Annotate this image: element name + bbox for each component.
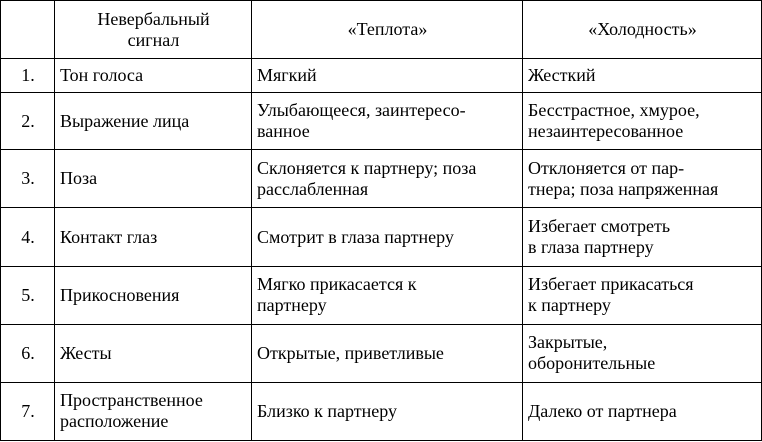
table-row	[1, 59, 762, 93]
row-warmth: Открытые, приветливые	[252, 324, 523, 382]
table-header-row	[1, 1, 762, 59]
table-row	[1, 93, 762, 150]
row-coldness: Закрытые, оборонительные	[523, 324, 762, 382]
row-number: 3.	[1, 150, 55, 208]
row-warmth: Близко к партнеру	[252, 382, 523, 440]
table-row	[1, 150, 762, 208]
row-coldness: Избегает смотреть в глаза партнеру	[523, 208, 762, 266]
row-number: 5.	[1, 266, 55, 324]
row-signal: Поза	[55, 150, 252, 208]
row-signal: Тон голоса	[55, 59, 252, 93]
row-signal: Контакт глаз	[55, 208, 252, 266]
table-row	[1, 208, 762, 266]
row-number: 1.	[1, 59, 55, 93]
row-number: 7.	[1, 382, 55, 440]
header-coldness: «Холодность»	[523, 1, 762, 59]
row-warmth: Смотрит в глаза партнеру	[252, 208, 523, 266]
table-row	[1, 382, 762, 440]
header-warmth: «Теплота»	[252, 1, 523, 59]
row-number: 6.	[1, 324, 55, 382]
row-number: 4.	[1, 208, 55, 266]
table-row	[1, 266, 762, 324]
row-coldness: Отклоняется от пар- тнера; поза напряженная	[523, 150, 762, 208]
row-signal: Жесты	[55, 324, 252, 382]
row-coldness: Далеко от партнера	[523, 382, 762, 440]
row-warmth: Склоняется к партнеру; поза расслабленная	[252, 150, 523, 208]
row-warmth: Мягко прикасается к партнеру	[252, 266, 523, 324]
table-row	[1, 324, 762, 382]
row-signal: Прикосновения	[55, 266, 252, 324]
row-warmth: Улыбающееся, заинтересо- ванное	[252, 93, 523, 150]
row-signal: Пространственное расположение	[55, 382, 252, 440]
row-number: 2.	[1, 93, 55, 150]
row-coldness: Жесткий	[523, 59, 762, 93]
row-coldness: Бесстрастное, хмурое, незаинтересованное	[523, 93, 762, 150]
header-number	[1, 1, 55, 59]
row-warmth: Мягкий	[252, 59, 523, 93]
header-signal: Невербальный сигнал	[55, 1, 252, 59]
row-signal: Выражение лица	[55, 93, 252, 150]
row-coldness: Избегает прикасаться к партнеру	[523, 266, 762, 324]
